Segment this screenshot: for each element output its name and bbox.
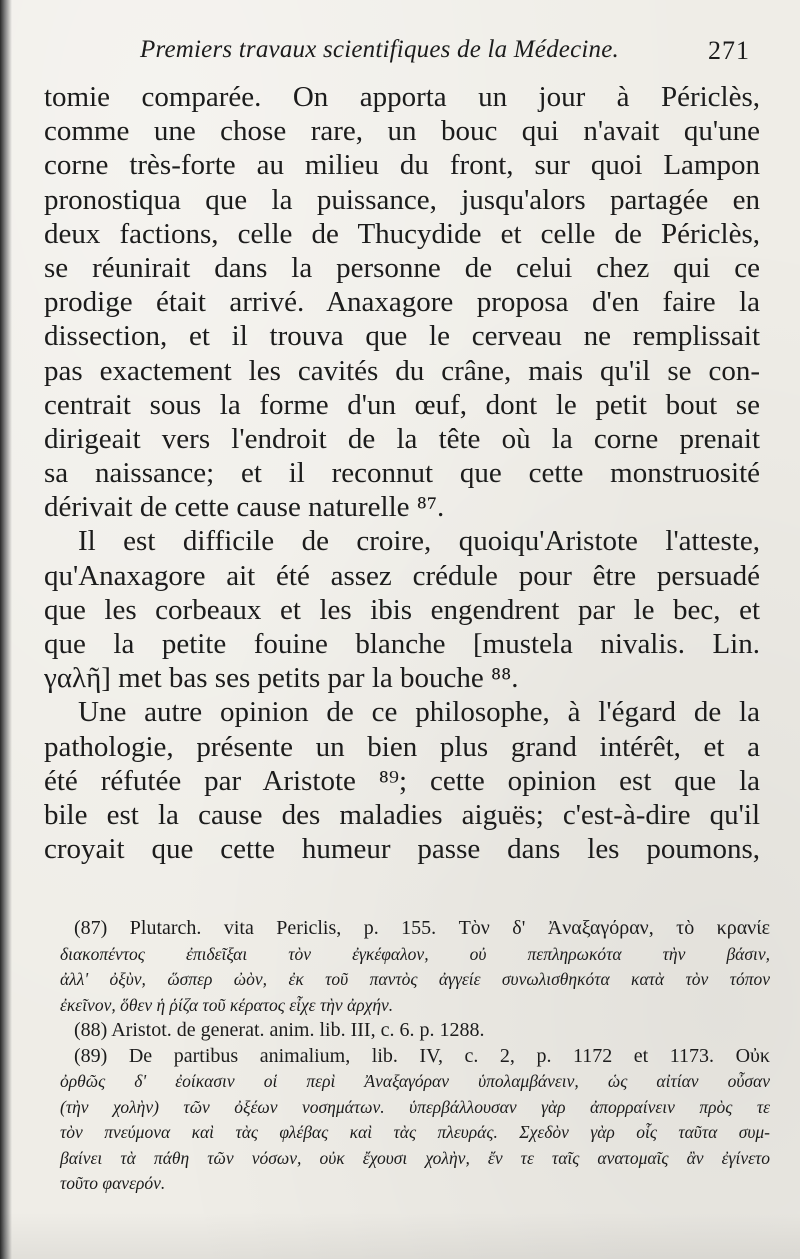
text-line: prodige était arrivé. Anaxagore proposa d'en faire la xyxy=(44,286,760,319)
text-line: croyait que cette humeur passe dans les poumons, xyxy=(44,833,760,866)
footnote-line: διακοπέντος ἐπιδεῖξαι τὸν ἐγκέφαλον, οὐ πεπληρωκότα τὴν βάσιν, xyxy=(60,943,770,964)
text-line: comme une chose rare, un bouc qui n'avait qu'une xyxy=(44,115,760,148)
text-line: centrait sous la forme d'un œuf, dont le petit bout se xyxy=(44,388,760,421)
footnote-line: ἀλλ' ὀξὺν, ὥσπερ ὠὸν, ἐκ τοῦ παντὸς ἀγγείε συνωλισθηκότα κατὰ τὸν τόπον xyxy=(60,969,770,989)
page-binding-shadow xyxy=(0,0,12,1259)
page-bottom-shade xyxy=(0,1212,800,1259)
text-line: été réfutée par Aristote ⁸⁹; cette opinion est que la xyxy=(44,764,760,797)
footnote-line: (τὴν χολὴν) τῶν ὀξέων νοσημάτων. ὑπερβάλλουσαν γὰρ ἀπορραίνειν πρὸς τε xyxy=(60,1096,770,1117)
text-line: tomie comparée. On apporta un jour à Périclès, xyxy=(44,81,760,113)
text-line: Une autre opinion de ce philosophe, à l'égard de la xyxy=(78,696,760,729)
text-line: pas exactement les cavités du crâne, mais qu'il se con- xyxy=(44,354,760,387)
text-line: que la petite fouine blanche [mustela nivalis. Lin. xyxy=(44,628,760,660)
text-line: se réunirait dans la personne de celui chez qui ce xyxy=(44,251,760,284)
text-line: Il est difficile de croire, quoiqu'Aristote l'atteste, xyxy=(78,525,760,558)
text-line: sa naissance; et il reconnut que cette monstruosité xyxy=(44,457,760,490)
footnotes xyxy=(60,916,770,1197)
main-text xyxy=(44,80,760,866)
footnote-line: ὀρθῶς δ' ἐοίκασιν οἱ περὶ Ἀναξαγόραν ὑπολαμβάνειν, ὡς αἰτίαν οὖσαν xyxy=(60,1071,770,1091)
footnote-line: (89) De partibus animalium, lib. IV, c. 2, p. 1172 et 1173. Οὐκ xyxy=(74,1044,770,1067)
running-title: Premiers travaux scientifiques de la Médecine. xyxy=(140,36,619,63)
footnote-line: (88) Aristot. de generat. anim. lib. III, c. 6. p. 1288. xyxy=(74,1019,485,1041)
text-line: que les corbeaux et les ibis engendrent par le bec, et xyxy=(44,593,760,626)
text-line: pathologie, présente un bien plus grand intérêt, et a xyxy=(44,730,760,763)
text-line: dissection, et il trouva que le cerveau ne remplissait xyxy=(44,320,760,353)
footnote-line: βαίνει τὰ πάθη τῶν νόσων, οὐκ ἔχουσι χολὴν, ἔν τε ταῖς ανατομαῖς ἂν ἐγίνετο xyxy=(60,1147,770,1168)
text-line: pronostiqua que la puissance, jusqu'alors partagée en xyxy=(44,183,760,216)
text-line: qu'Anaxagore ait été assez crédule pour être persuadé xyxy=(44,559,760,592)
text-line: dérivait de cette cause naturelle ⁸⁷. xyxy=(44,491,445,524)
text-line: bile est la cause des maladies aiguës; c'est-à-dire qu'il xyxy=(44,798,760,831)
footnote-line: τοῦτο φανερόν. xyxy=(60,1173,166,1193)
text-line: deux factions, celle de Thucydide et celle de Périclès, xyxy=(44,217,760,250)
footnote-line: (87) Plutarch. vita Periclis, p. 155. Τὸν δ' Ἀναξαγόραν, τὸ κρανίε xyxy=(74,917,770,939)
text-line: γαλῆ] met bas ses petits par la bouche ⁸⁸. xyxy=(44,662,519,695)
footnote-line: τὸν πνεύμονα καὶ τὰς φλέβας καὶ τὰς πλευράς. Σχεδὸν γὰρ οἷς ταῦτα συμ- xyxy=(60,1122,770,1142)
text-line: corne très-forte au milieu du front, sur quoi Lampon xyxy=(44,149,760,182)
footnote-line: ἐκεῖνον, ὅθεν ἡ ῥίζα τοῦ κέρατος εἶχε τὴν ἀρχήν. xyxy=(60,994,394,1015)
text-line: dirigeait vers l'endroit de la tête où la corne prenait xyxy=(44,422,760,455)
page-number: 271 xyxy=(708,36,750,65)
